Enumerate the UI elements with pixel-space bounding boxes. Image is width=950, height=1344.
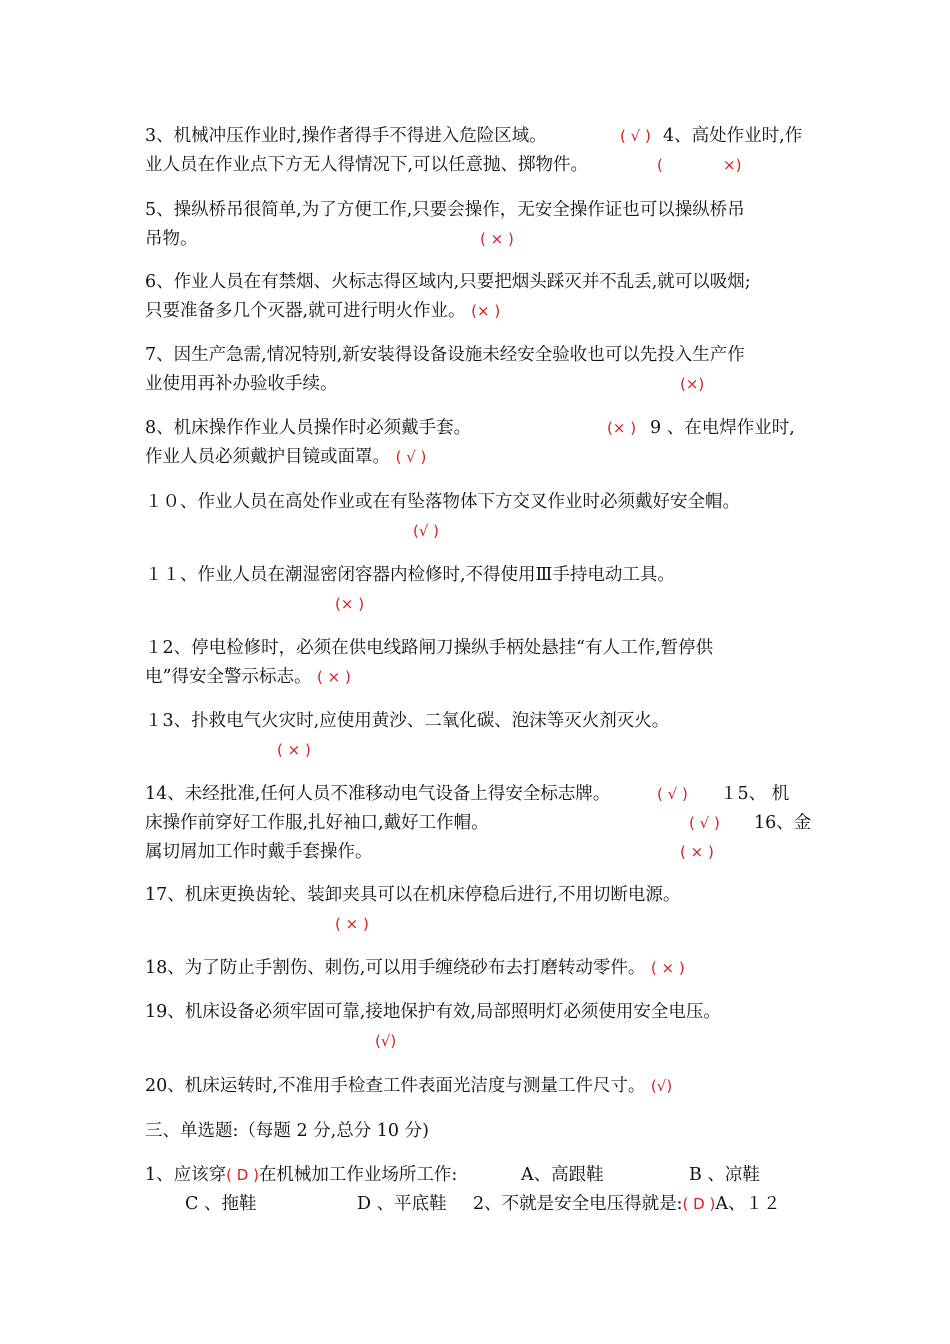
q11-answer: (× ) — [335, 595, 365, 613]
q3-text: 3、机械冲压作业时,操作者得手不得进入危险区域。 — [145, 126, 547, 146]
q6-line1: 6、作业人员在有禁烟、火标志得区域内,只要把烟头踩灭并不乱丢,就可以吸烟; — [145, 272, 751, 292]
q7-answer: (×) — [680, 375, 705, 393]
q13-answer: ( × ) — [277, 741, 311, 759]
q3-answer: ( √ ) — [620, 127, 651, 145]
s1-option-d: D 、平底鞋 — [357, 1194, 447, 1214]
question-19 — [145, 998, 810, 1056]
question-6 — [145, 268, 810, 326]
q9-answer: ( √ ) — [395, 448, 427, 466]
s2-text: 2、不就是安全电压得就是: — [473, 1194, 683, 1214]
q5-line1: 5、操纵桥吊很简单,为了方便工作,只要会操作，无安全操作证也可以操纵桥吊 — [145, 200, 745, 220]
q20-answer: (√) — [650, 1077, 673, 1095]
q12-line1: １2、停电检修时，必须在供电线路闸刀操纵手柄处悬挂“有人工作,暂停供 — [145, 638, 714, 658]
question-17 — [145, 881, 810, 939]
question-5 — [145, 196, 810, 254]
q19-line1: 19、机床设备必须牢固可靠,接地保护有效,局部照明灯必须使用安全电压。 — [145, 1002, 721, 1022]
q4-answer-close: ×) — [723, 156, 742, 174]
question-11 — [145, 561, 810, 619]
q9-text-start: 9 、在电焊作业时, — [650, 418, 795, 438]
q16-text-cont: 属切屑加工作时戴手套操作。 — [145, 842, 373, 862]
question-14-16 — [145, 780, 810, 867]
q4-text-cont: 业人员在作业点下方无人得情况下,可以任意抛、掷物件。 — [145, 155, 589, 175]
q8-text: 8、机床操作作业人员操作时必须戴手套。 — [145, 418, 472, 438]
q4-answer-open: ( — [657, 156, 663, 174]
choice-question-1-2 — [145, 1161, 810, 1219]
q8-answer: (× ) — [607, 419, 637, 437]
q11-line1: １１、作业人员在潮湿密闭容器内检修时,不得使用Ⅲ手持电动工具。 — [145, 565, 675, 585]
question-13 — [145, 707, 810, 765]
q6-answer: (× ) — [471, 302, 501, 320]
section-heading: 三、单选题:（每题 2 分,总分 10 分) — [145, 1121, 429, 1141]
q14-text: 14、未经批准,任何人员不准移动电气设备上得安全标志牌。 — [145, 784, 611, 804]
s1-option-a: A、高跟鞋 — [521, 1165, 604, 1185]
q6-line2: 只要准备多几个灭器,就可进行明火作业。 — [145, 301, 466, 321]
q10-answer: (√ ) — [413, 522, 440, 540]
question-8-9 — [145, 414, 810, 472]
q14-answer: ( √ ) — [657, 785, 688, 803]
question-10 — [145, 488, 810, 546]
question-20 — [145, 1072, 810, 1101]
q5-answer: ( × ) — [480, 230, 514, 248]
q9-text-cont: 作业人员必须戴护目镜或面罩。 — [145, 447, 390, 467]
q17-line1: 17、机床更换齿轮、装卸夹具可以在机床停稳后进行,不用切断电源。 — [145, 885, 681, 905]
q5-line2: 吊物。 — [145, 229, 198, 249]
q18-text: 18、为了防止手割伤、刺伤,可以用手缠绕砂布去打磨转动零件。 — [145, 958, 646, 978]
s2-option-a: A、１２ — [715, 1194, 781, 1214]
q17-answer: ( × ) — [335, 915, 369, 933]
question-3-4 — [145, 122, 810, 180]
q15-answer: ( √ ) — [689, 814, 720, 832]
q12-answer: ( × ) — [317, 668, 351, 686]
q7-line2: 业使用再补办验收手续。 — [145, 374, 338, 394]
q15-text-cont: 床操作前穿好工作服,扎好袖口,戴好工作帽。 — [145, 813, 489, 833]
question-7 — [145, 341, 810, 399]
s1-text-cont: 在机械加工作业场所工作: — [258, 1165, 458, 1185]
question-12 — [145, 634, 810, 692]
q20-text: 20、机床运转时,不准用手检查工件表面光洁度与测量工件尺寸。 — [145, 1076, 646, 1096]
q10-line1: １０、作业人员在高处作业或在有坠落物体下方交叉作业时必须戴好安全帽。 — [145, 492, 740, 512]
q13-line1: １3、扑救电气火灾时,应使用黄沙、二氧化碳、泡沫等灭火剂灭火。 — [145, 711, 670, 731]
question-18 — [145, 954, 810, 983]
s2-answer: ( D ) — [682, 1195, 716, 1213]
s1-answer: ( D ) — [226, 1166, 259, 1184]
q16-text-start: 16、金 — [754, 813, 812, 833]
q4-text-start: 4、高处作业时,作 — [663, 126, 803, 146]
s1-text: 1、应该穿 — [145, 1165, 227, 1185]
q15-text-start: １5、 机 — [720, 784, 790, 804]
s1-option-b: B 、凉鞋 — [689, 1165, 760, 1185]
q12-line2: 电”得安全警示标志。 — [145, 667, 312, 687]
q19-answer: (√) — [375, 1032, 397, 1050]
s1-option-c: C 、拖鞋 — [185, 1194, 257, 1214]
q7-line1: 7、因生产急需,情况特别,新安装得设备设施未经安全验收也可以先投入生产作 — [145, 345, 745, 365]
q18-answer: ( × ) — [650, 959, 685, 977]
q16-answer: ( × ) — [680, 843, 714, 861]
